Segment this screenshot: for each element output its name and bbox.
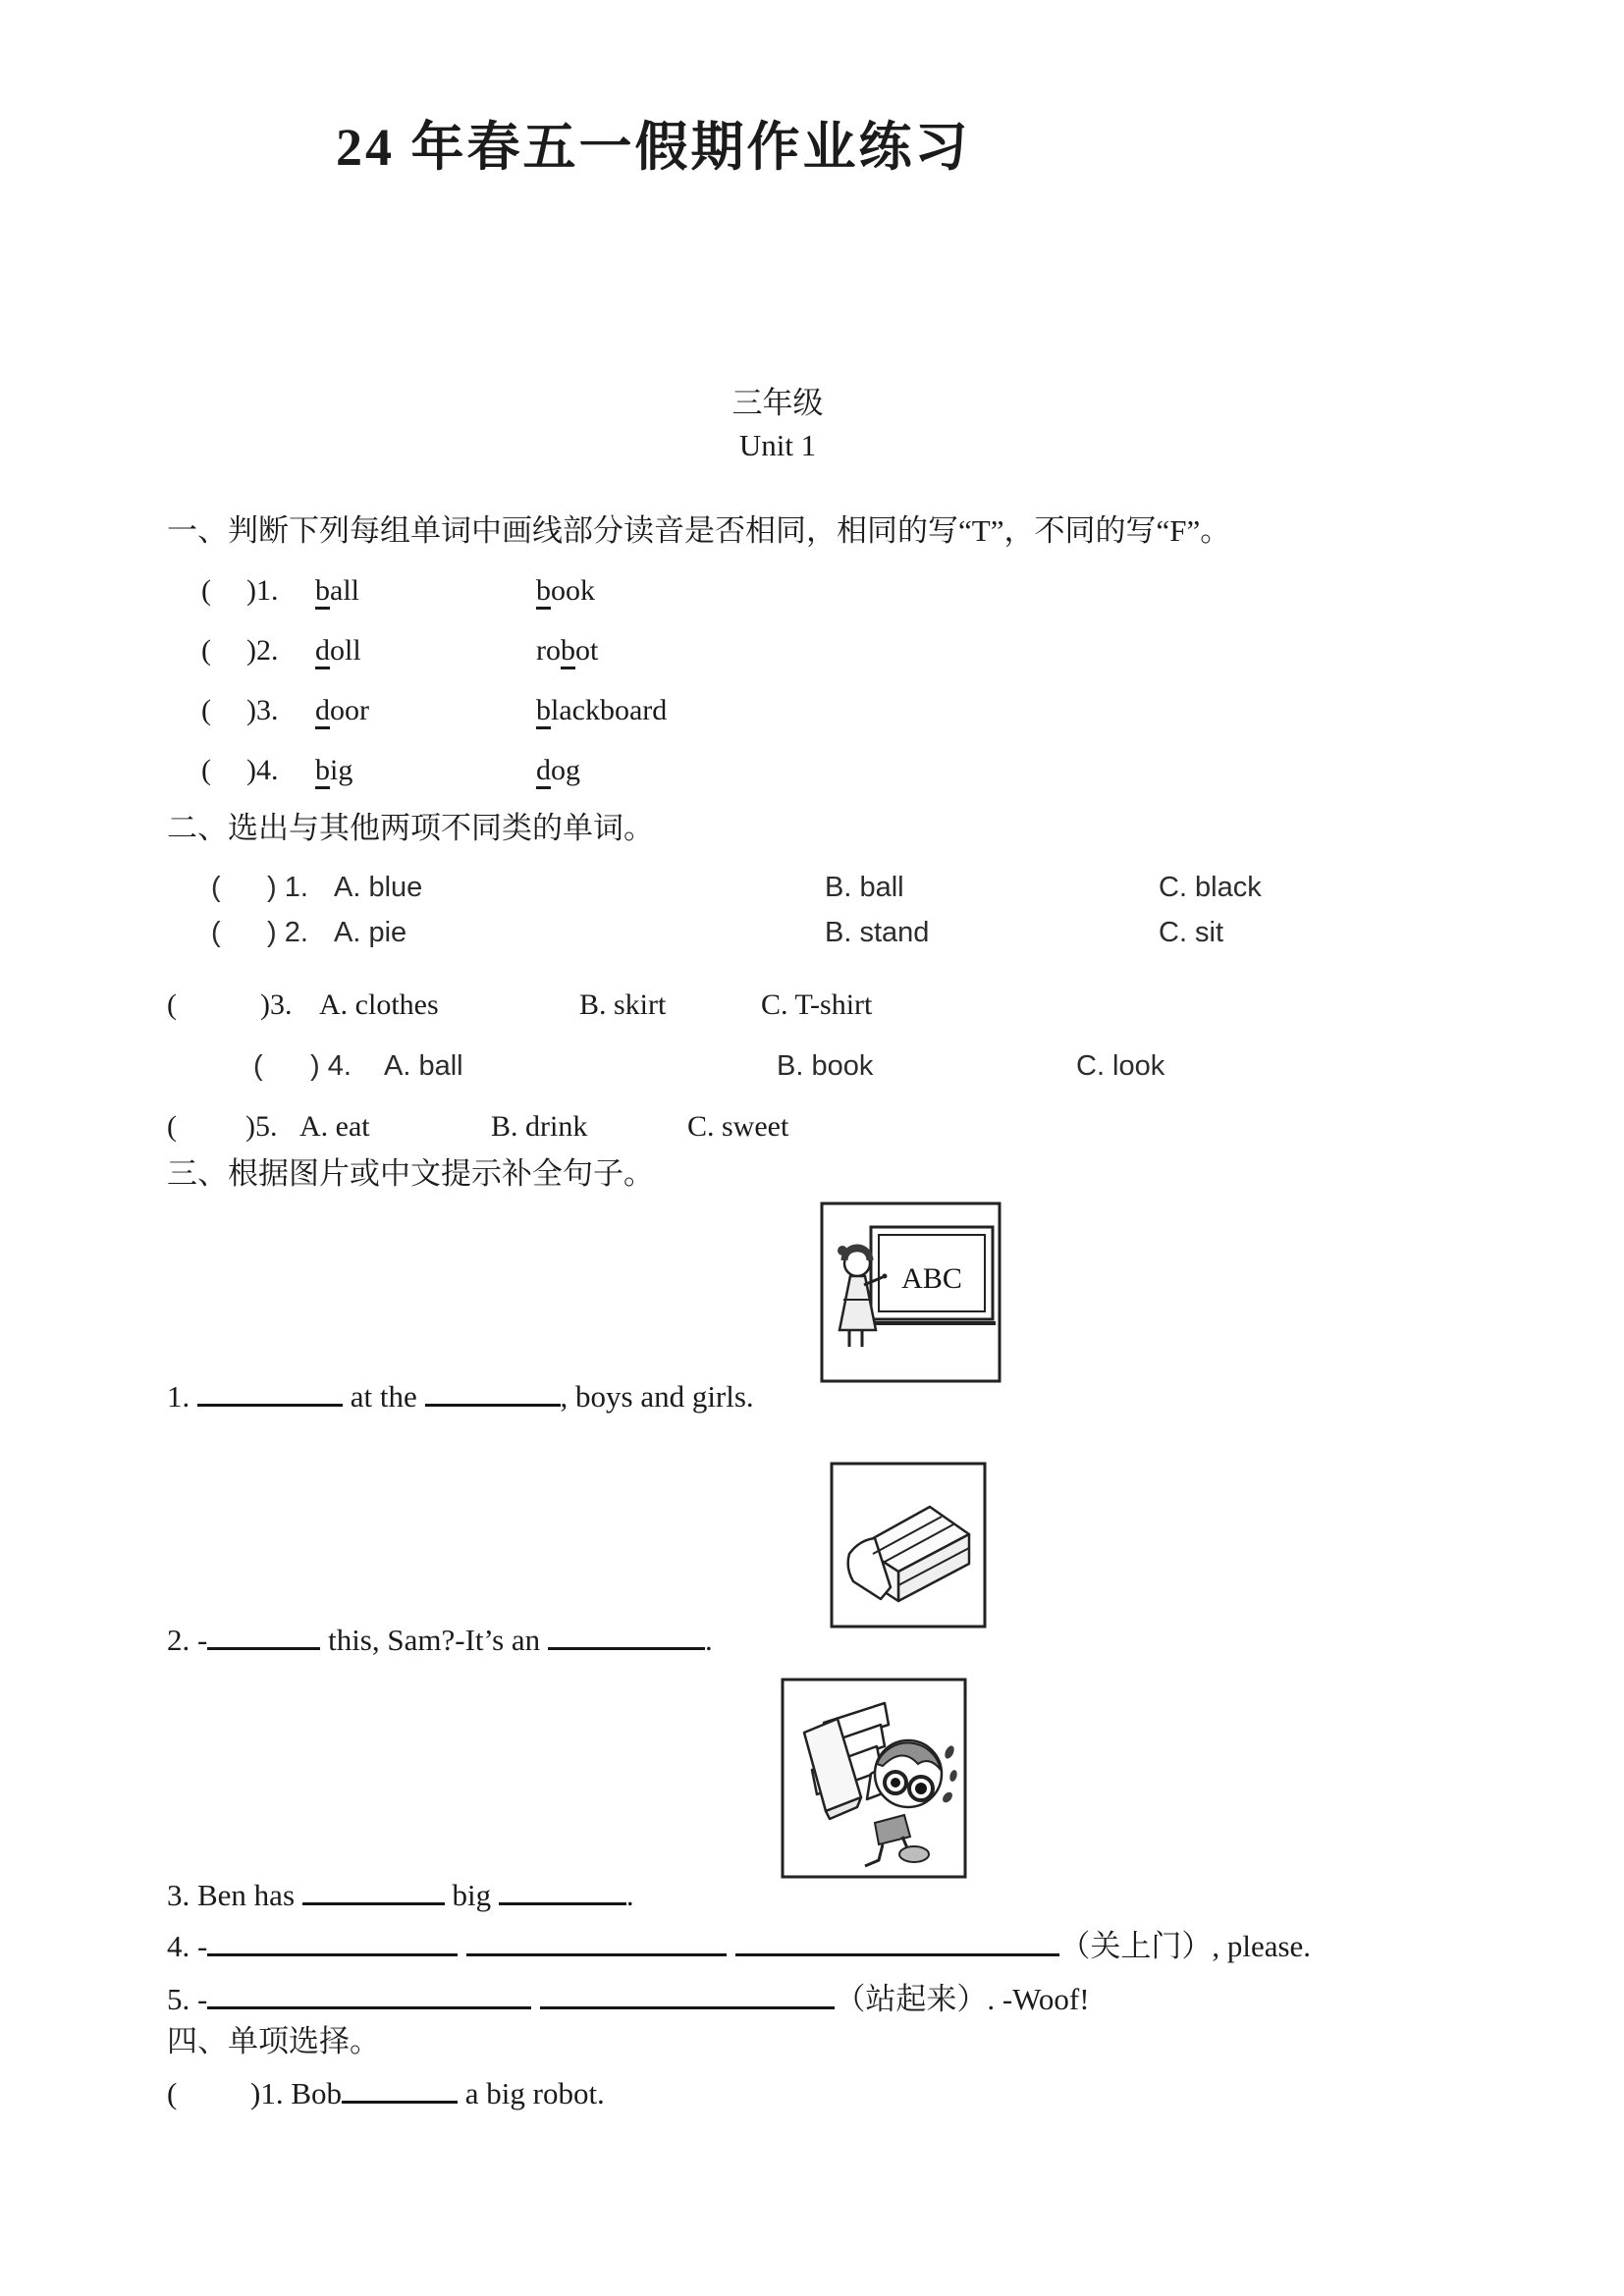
sentence-end: , boys and girls. (560, 1378, 754, 1414)
option-a: A. blue (334, 872, 423, 904)
option-c: C. T-shirt (761, 988, 873, 1022)
answer-blank (302, 1872, 445, 1905)
word-2-pre: ro (536, 634, 561, 667)
s2-item-5 (167, 1108, 1624, 1146)
item-number: ) 4. (310, 1050, 352, 1083)
answer-paren: ( (211, 917, 221, 949)
word-1-post: oor (330, 694, 369, 727)
option-a: A. ball (384, 1050, 463, 1083)
grade-label: 三年级 (731, 385, 824, 420)
answer-blank (548, 1617, 705, 1650)
teacher-blackboard-image (820, 1201, 1001, 1383)
blackboard-abc-text: ABC (901, 1261, 962, 1295)
s2-item-4 (253, 1047, 1624, 1085)
item-number: ) 2. (267, 917, 308, 949)
s2-item-1 (211, 869, 1624, 906)
sentence-end: . (625, 1877, 634, 1912)
section2-heading: 二、选出与其他两项不同类的单词。 (167, 811, 654, 846)
answer-blank (342, 2070, 458, 2104)
s2-item-3 (167, 987, 1624, 1024)
section4-heading: 四、单项选择。 (167, 2023, 380, 2058)
answer-paren: ( (201, 694, 211, 727)
item-number: ) 1. (267, 872, 308, 904)
item-number: )4. (246, 754, 279, 787)
sentence-mid: at the (343, 1378, 425, 1414)
s1-item-3 (201, 693, 1624, 728)
word-1-underlined-letter: b (315, 574, 330, 608)
word-1-underlined-letter: d (315, 694, 330, 727)
word-2-underlined-letter: b (536, 694, 551, 727)
word-1 (315, 753, 536, 788)
sentence-end: a big robot. (458, 2075, 605, 2110)
option-b: B. ball (825, 872, 904, 904)
sentence-mid: this, Sam?-It’s an (320, 1622, 548, 1657)
answer-blank (197, 1373, 343, 1407)
sentence-start: 2. - (167, 1622, 208, 1657)
s1-item-2 (201, 633, 1624, 668)
sentence-mid: big (444, 1877, 499, 1912)
answer-blank (540, 1976, 835, 2009)
option-c: C. look (1076, 1050, 1165, 1083)
boy-with-books-image (781, 1678, 967, 1879)
eraser-image (830, 1462, 987, 1629)
option-b: B. book (777, 1050, 874, 1083)
answer-paren: ( (201, 574, 211, 608)
answer-paren: ( (201, 634, 211, 667)
answer-paren: ( (201, 754, 211, 787)
sentence-end: . (704, 1622, 713, 1657)
answer-blank (466, 1923, 727, 1956)
answer-paren: ( (167, 1110, 177, 1144)
word-1-post: oll (330, 634, 361, 667)
word-2-underlined-letter: d (536, 754, 551, 787)
word-2-post: lackboard (551, 694, 668, 727)
answer-blank (207, 1976, 531, 2009)
option-a: A. clothes (319, 988, 439, 1022)
item-number: )5. (245, 1110, 278, 1144)
word-2-post: ook (551, 574, 595, 608)
item-number: )1. Bob (250, 2075, 342, 2110)
s3-item-5 (167, 1976, 1624, 2015)
answer-blank (425, 1373, 561, 1407)
answer-blank (499, 1872, 626, 1905)
unit-label: Unit 1 (738, 428, 817, 463)
option-b: B. stand (825, 917, 930, 949)
option-b: B. skirt (579, 988, 667, 1022)
s1-item-4 (201, 753, 1624, 788)
sentence-end: （站起来）. -Woof! (835, 1981, 1090, 2016)
word-1 (315, 633, 536, 668)
word-1-underlined-letter: b (315, 754, 330, 787)
section3-heading: 三、根据图片或中文提示补全句子。 (167, 1156, 654, 1192)
word-1-underlined-letter: d (315, 634, 330, 667)
answer-blank (735, 1923, 1059, 1956)
s4-item-1 (167, 2070, 1624, 2109)
sentence-start: 1. (167, 1378, 190, 1414)
word-2-post: ot (575, 634, 599, 667)
answer-paren: ( (211, 872, 221, 904)
item-number: )3. (260, 988, 293, 1022)
option-c: C. sweet (687, 1110, 789, 1144)
word-2 (536, 574, 595, 607)
word-1-post: ig (330, 754, 353, 787)
word-1 (315, 693, 536, 728)
word-1 (315, 573, 536, 609)
word-2 (536, 634, 598, 667)
answer-blank (207, 1617, 320, 1650)
word-2-post: og (551, 754, 580, 787)
option-c: C. sit (1159, 917, 1224, 949)
answer-paren: ( (253, 1050, 263, 1083)
page-title: 24 年春五一假期作业练习 (336, 118, 971, 177)
s2-item-2 (211, 914, 1624, 951)
sentence-start: 5. - (167, 1981, 208, 2016)
s3-item-4 (167, 1923, 1624, 1962)
item-number: )3. (246, 694, 279, 727)
s1-item-1 (201, 573, 1624, 609)
answer-blank (207, 1923, 458, 1956)
answer-paren: ( (167, 988, 177, 1022)
word-1-post: all (330, 574, 359, 608)
word-2 (536, 754, 580, 786)
item-number: )1. (246, 574, 279, 608)
word-2 (536, 694, 667, 726)
section1-heading: 一、判断下列每组单词中画线部分读音是否相同，相同的写“T”，不同的写“F”。 (167, 513, 1231, 549)
word-2-underlined-letter: b (536, 574, 551, 608)
option-a: A. eat (299, 1110, 370, 1144)
answer-paren: ( (167, 2075, 178, 2110)
sentence-start: 4. - (167, 1928, 208, 1963)
sentence-end: （关上门）, please. (1059, 1928, 1312, 1963)
word-2-underlined-letter: b (561, 634, 575, 667)
option-c: C. black (1159, 872, 1262, 904)
option-a: A. pie (334, 917, 407, 949)
sentence-start: 3. Ben has (167, 1877, 302, 1912)
item-number: )2. (246, 634, 279, 667)
option-b: B. drink (491, 1110, 588, 1144)
